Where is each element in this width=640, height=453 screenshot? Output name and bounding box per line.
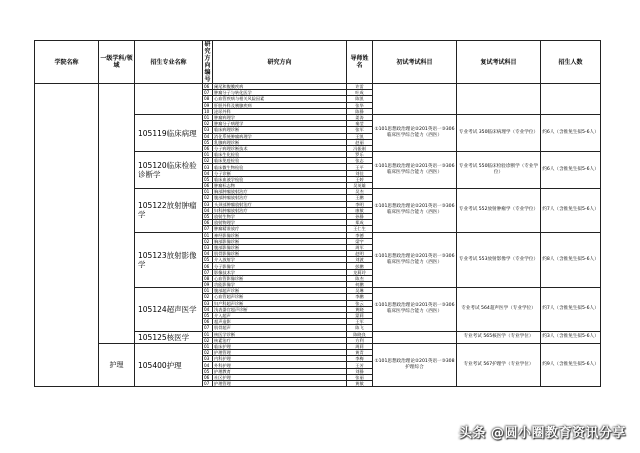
initial-exam-cell: ①101思想政治理论②201英语一③308护理综合 bbox=[373, 343, 457, 386]
direction-code-cell: 06 bbox=[203, 145, 213, 151]
table-body bbox=[35, 84, 601, 387]
supervisor-cell: 方利 bbox=[347, 337, 373, 343]
header-quota: 招生人数 bbox=[541, 41, 601, 84]
direction-code-cell: 01 bbox=[203, 343, 213, 349]
direction-cell: 临床血液学检验 bbox=[213, 176, 347, 182]
retest-exam-cell: 专业考试 552放射肿瘤学（专业学位） bbox=[457, 189, 541, 232]
supervisor-cell: 王平 bbox=[347, 164, 373, 170]
discipline-cell-nursing: 护理 bbox=[99, 343, 135, 386]
supervisor-cell: 王军 bbox=[347, 319, 373, 325]
supervisor-cell: 王仁生 bbox=[347, 226, 373, 232]
direction-code-cell: 01 bbox=[203, 114, 213, 120]
supervisor-cell: 赵明 bbox=[347, 251, 373, 257]
supervisor-cell: 蒙莉 bbox=[347, 312, 373, 318]
supervisor-cell: 李梅 bbox=[347, 356, 373, 362]
direction-cell: 心血管影像诊断 bbox=[213, 275, 347, 281]
direction-cell: 影像技术学 bbox=[213, 269, 347, 275]
initial-exam-cell: ①101思想政治理论②201英语一③306临床医学综合能力（西医） bbox=[373, 114, 457, 151]
supervisor-cell: 王芳 bbox=[347, 362, 373, 368]
direction-cell: 临床生化检验 bbox=[213, 152, 347, 158]
direction-code-cell: 03 bbox=[203, 356, 213, 362]
watermark: 头条 @圆小圈教育资讯分享 bbox=[458, 426, 626, 441]
supervisor-cell: 王婷 bbox=[347, 176, 373, 182]
direction-cell: 介入超声 bbox=[213, 312, 347, 318]
direction-code-cell: 06 bbox=[203, 263, 213, 269]
direction-cell: 核素治疗 bbox=[213, 337, 347, 343]
supervisor-cell: 张军 bbox=[347, 127, 373, 133]
supervisor-cell: 李鹏 bbox=[347, 294, 373, 300]
direction-cell: 胸部影像诊断 bbox=[213, 238, 347, 244]
direction-code-cell: 07 bbox=[203, 269, 213, 275]
header-direction-code: 研究方向编号 bbox=[204, 41, 211, 83]
direction-cell: 肿瘤精准放疗 bbox=[213, 226, 347, 232]
direction-code-cell: 02 bbox=[203, 121, 213, 127]
direction-cell: 腹部超声诊断 bbox=[213, 288, 347, 294]
direction-code-cell: 02 bbox=[203, 350, 213, 356]
direction-cell: 心血管超声诊断 bbox=[213, 294, 347, 300]
direction-cell: 心血管疾病与相关风险因素 bbox=[213, 96, 347, 102]
supervisor-cell: 赵丽 bbox=[347, 139, 373, 145]
major-name-cell: 105124超声医学 bbox=[135, 288, 203, 331]
supervisor-cell: 康敏 bbox=[347, 207, 373, 213]
initial-exam-cell: ①101思想政治理论②201英语一③306临床医学综合能力（西医） bbox=[373, 288, 457, 331]
initial-exam-cell bbox=[373, 84, 457, 115]
major-name-cell: 105119临床病理 bbox=[135, 114, 203, 151]
header-college: 学院名称 bbox=[35, 41, 99, 84]
initial-exam-cell bbox=[373, 331, 457, 343]
header-major: 招生专业名称 bbox=[135, 41, 203, 84]
direction-code-cell: 07 bbox=[203, 381, 213, 387]
direction-cell: 浅表器官超声诊断 bbox=[213, 306, 347, 312]
major-name-cell: 105123放射影像学 bbox=[135, 232, 203, 288]
direction-code-cell: 09 bbox=[203, 102, 213, 108]
direction-code-cell: 03 bbox=[203, 300, 213, 306]
major-name-cell: 105400护理 bbox=[135, 343, 203, 386]
supervisor-cell: 刘波 bbox=[347, 257, 373, 263]
quota-cell: 约9人（含推免生拟5-6人） bbox=[541, 343, 601, 386]
direction-code-cell: 04 bbox=[203, 362, 213, 368]
direction-cell: 放射物理学 bbox=[213, 220, 347, 226]
retest-exam-cell: 专业考试 565核医学（专业学位） bbox=[457, 331, 541, 343]
direction-code-cell: 01 bbox=[203, 189, 213, 195]
direction-code-cell: 07 bbox=[203, 325, 213, 331]
supervisor-cell: 陈凯 bbox=[347, 96, 373, 102]
supervisor-cell: 陈飞 bbox=[347, 325, 373, 331]
direction-cell: 腹部影像诊断 bbox=[213, 244, 347, 250]
direction-code-cell: 04 bbox=[203, 133, 213, 139]
major-name-cell: 105125核医学 bbox=[135, 331, 203, 343]
retest-exam-cell: 专业考试 553放射影像学（专业学位） bbox=[457, 232, 541, 288]
supervisor-cell: 张华 bbox=[347, 102, 373, 108]
direction-code-cell: 08 bbox=[203, 96, 213, 102]
direction-cell: 肿瘤标志物 bbox=[213, 183, 347, 189]
supervisor-cell: 王鹏 bbox=[347, 195, 373, 201]
direction-code-cell: 05 bbox=[203, 312, 213, 318]
direction-code-cell: 04 bbox=[203, 170, 213, 176]
direction-code-cell: 06 bbox=[203, 374, 213, 380]
direction-cell: 乳腺病理诊断 bbox=[213, 139, 347, 145]
direction-code-cell: 06 bbox=[203, 220, 213, 226]
supervisor-cell: 郑成 bbox=[347, 220, 373, 226]
direction-cell: 妇产科超声诊断 bbox=[213, 300, 347, 306]
direction-code-cell: 03 bbox=[203, 244, 213, 250]
header-initial-exam: 初试考试科目 bbox=[373, 41, 457, 84]
direction-code-cell: 01 bbox=[203, 288, 213, 294]
supervisor-cell: 黄青 bbox=[347, 350, 373, 356]
direction-cell: 放射生物学 bbox=[213, 213, 347, 219]
major-name-cell: 105122放射肿瘤学 bbox=[135, 189, 203, 232]
direction-cell: 功能影像学 bbox=[213, 282, 347, 288]
direction-code-cell: 01 bbox=[203, 331, 213, 337]
direction-code-cell: 10 bbox=[203, 108, 213, 114]
direction-cell: 肿瘤分子与转化医学 bbox=[213, 90, 347, 96]
direction-code-cell: 09 bbox=[203, 282, 213, 288]
direction-cell: 临床护理 bbox=[213, 343, 347, 349]
direction-code-cell: 01 bbox=[203, 152, 213, 158]
direction-cell: 消化系统肿瘤病理学 bbox=[213, 133, 347, 139]
supervisor-cell: 许雷 bbox=[347, 84, 373, 90]
quota-cell: 约3人（含推免生拟5-6人） bbox=[541, 331, 601, 343]
direction-code-cell: 03 bbox=[203, 127, 213, 133]
supervisor-cell: 冯振刚 bbox=[347, 145, 373, 151]
header-row bbox=[35, 41, 601, 84]
supervisor-cell: 刘佳 bbox=[347, 170, 373, 176]
direction-code-cell: 03 bbox=[203, 164, 213, 170]
supervisor-cell: 王凯 bbox=[347, 133, 373, 139]
direction-cell: 肝胆外科及胰腺疾病 bbox=[213, 102, 347, 108]
header-retest-exam: 复试考试科目 bbox=[457, 41, 541, 84]
direction-cell: 核医学诊断 bbox=[213, 331, 347, 337]
initial-exam-cell: ①101思想政治理论②201英语一③306临床医学综合能力（西医） bbox=[373, 189, 457, 232]
supervisor-cell: 彭鹏 bbox=[347, 263, 373, 269]
direction-cell: 护理教育 bbox=[213, 368, 347, 374]
direction-code-cell: 04 bbox=[203, 251, 213, 257]
direction-code-cell: 03 bbox=[203, 201, 213, 207]
supervisor-cell: 何鹏 bbox=[347, 282, 373, 288]
supervisor-cell: 叶成 bbox=[347, 90, 373, 96]
direction-code-cell: 06 bbox=[203, 319, 213, 325]
supervisor-cell: 黄晓 bbox=[347, 306, 373, 312]
direction-cell: 肌骨超声 bbox=[213, 325, 347, 331]
supervisor-cell: 周军 bbox=[347, 244, 373, 250]
direction-cell: 分子影像学 bbox=[213, 263, 347, 269]
header-direction: 研究方向 bbox=[213, 41, 347, 84]
direction-code-cell: 02 bbox=[203, 238, 213, 244]
direction-code-cell: 02 bbox=[203, 158, 213, 164]
quota-cell: 约7人（含推免生拟5-6人） bbox=[541, 189, 601, 232]
direction-code-cell: 02 bbox=[203, 195, 213, 201]
supervisor-cell: 周莉 bbox=[347, 343, 373, 349]
retest-exam-cell: 专业考试 550临床检验诊断学（专业学位） bbox=[457, 152, 541, 189]
supervisor-cell: 姜涛 bbox=[347, 114, 373, 120]
direction-cell: 护理管理 bbox=[213, 350, 347, 356]
college-cell bbox=[35, 84, 99, 387]
retest-exam-cell bbox=[457, 84, 541, 115]
quota-cell: 约6人（含推免生拟5-6人） bbox=[541, 114, 601, 151]
direction-cell: 超声造影 bbox=[213, 319, 347, 325]
supervisor-cell: 张云 bbox=[347, 300, 373, 306]
direction-code-cell: 07 bbox=[203, 226, 213, 232]
quota-cell: 约8人（含推免生拟5-6人） bbox=[541, 232, 601, 288]
direction-cell: 内科护理 bbox=[213, 356, 347, 362]
supervisor-cell: 李明 bbox=[347, 201, 373, 207]
supervisor-cell: 黄敏 bbox=[347, 381, 373, 387]
direction-cell: 肿瘤病理学 bbox=[213, 114, 347, 120]
supervisor-cell: 孙静 bbox=[347, 213, 373, 219]
direction-code-cell: 05 bbox=[203, 139, 213, 145]
supervisor-cell: 李德 bbox=[347, 232, 373, 238]
direction-code-cell: 05 bbox=[203, 368, 213, 374]
direction-cell: 泌尿外科 bbox=[213, 108, 347, 114]
supervisor-cell: 张志 bbox=[347, 158, 373, 164]
header-supervisor: 导师姓名 bbox=[347, 41, 373, 84]
direction-cell: 临床病理诊断 bbox=[213, 127, 347, 133]
admissions-table bbox=[34, 40, 601, 387]
supervisor-cell: 陈晓良 bbox=[347, 331, 373, 337]
direction-cell: 临床微生物检验 bbox=[213, 164, 347, 170]
direction-code-cell: 02 bbox=[203, 294, 213, 300]
direction-cell: 阑尾和腹膜疾病 bbox=[213, 84, 347, 90]
direction-cell: 介入放射学 bbox=[213, 257, 347, 263]
major-name-cell: 105120临床检验诊断学 bbox=[135, 152, 203, 189]
initial-exam-cell: ①101思想政治理论②201英语一③306临床医学综合能力（西医） bbox=[373, 232, 457, 288]
supervisor-cell: 吴琳 bbox=[347, 288, 373, 294]
direction-cell: 肿瘤分子病理学 bbox=[213, 121, 347, 127]
discipline-cell bbox=[99, 84, 135, 344]
header-discipline: 一级学科/领域 bbox=[99, 41, 135, 84]
retest-exam-cell: 专业考试 567护理学（专业学位） bbox=[457, 343, 541, 386]
supervisor-cell: 陈静 bbox=[347, 108, 373, 114]
supervisor-cell: 吴英雄 bbox=[347, 183, 373, 189]
major-name-cell bbox=[135, 84, 203, 115]
direction-code-cell: 04 bbox=[203, 306, 213, 312]
direction-cell: 神经影像诊断 bbox=[213, 232, 347, 238]
direction-code-cell: 05 bbox=[203, 257, 213, 263]
quota-cell: 约6人（含推免生拟5-6人） bbox=[541, 152, 601, 189]
supervisor-cell: 梁宇 bbox=[347, 238, 373, 244]
direction-cell: 分子诊断 bbox=[213, 170, 347, 176]
retest-exam-cell: 专业考试 564超声医学（专业学位） bbox=[457, 288, 541, 331]
supervisor-cell: 陈杰 bbox=[347, 275, 373, 281]
supervisor-cell: 龙莉玲 bbox=[347, 269, 373, 275]
direction-cell: 妇科肿瘤放射治疗 bbox=[213, 207, 347, 213]
supervisor-cell: 刘静 bbox=[347, 368, 373, 374]
direction-cell: 临床免疫检验 bbox=[213, 158, 347, 164]
direction-cell: 外科护理 bbox=[213, 362, 347, 368]
supervisor-cell: 张丽 bbox=[347, 374, 373, 380]
supervisor-cell: 吴杰 bbox=[347, 189, 373, 195]
direction-code-cell: 08 bbox=[203, 275, 213, 281]
supervisor-cell: 秦莹 bbox=[347, 121, 373, 127]
direction-code-cell: 06 bbox=[203, 84, 213, 90]
retest-exam-cell: 专业考试 350临床病理学（专业学位） bbox=[457, 114, 541, 151]
direction-code-cell: 05 bbox=[203, 176, 213, 182]
supervisor-cell: 罗乐 bbox=[347, 152, 373, 158]
direction-code-cell: 06 bbox=[203, 183, 213, 189]
direction-cell: 护理管理 bbox=[213, 381, 347, 387]
direction-cell: 肌骨影像诊断 bbox=[213, 251, 347, 257]
direction-code-cell: 05 bbox=[203, 213, 213, 219]
direction-cell: 分子病理诊断技术 bbox=[213, 145, 347, 151]
quota-cell bbox=[541, 84, 601, 115]
direction-code-cell: 04 bbox=[203, 207, 213, 213]
direction-code-cell: 01 bbox=[203, 232, 213, 238]
initial-exam-cell: ①101思想政治理论②201英语一③306临床医学综合能力（西医） bbox=[373, 152, 457, 189]
direction-cell: 社区护理 bbox=[213, 374, 347, 380]
direction-cell: 胸部肿瘤放射治疗 bbox=[213, 189, 347, 195]
direction-cell: 腹部肿瘤放射治疗 bbox=[213, 195, 347, 201]
direction-cell: 头颈部肿瘤放射治疗 bbox=[213, 201, 347, 207]
direction-code-cell: 02 bbox=[203, 337, 213, 343]
direction-code-cell: 07 bbox=[203, 90, 213, 96]
quota-cell: 约7人（含推免生拟5-6人） bbox=[541, 288, 601, 331]
